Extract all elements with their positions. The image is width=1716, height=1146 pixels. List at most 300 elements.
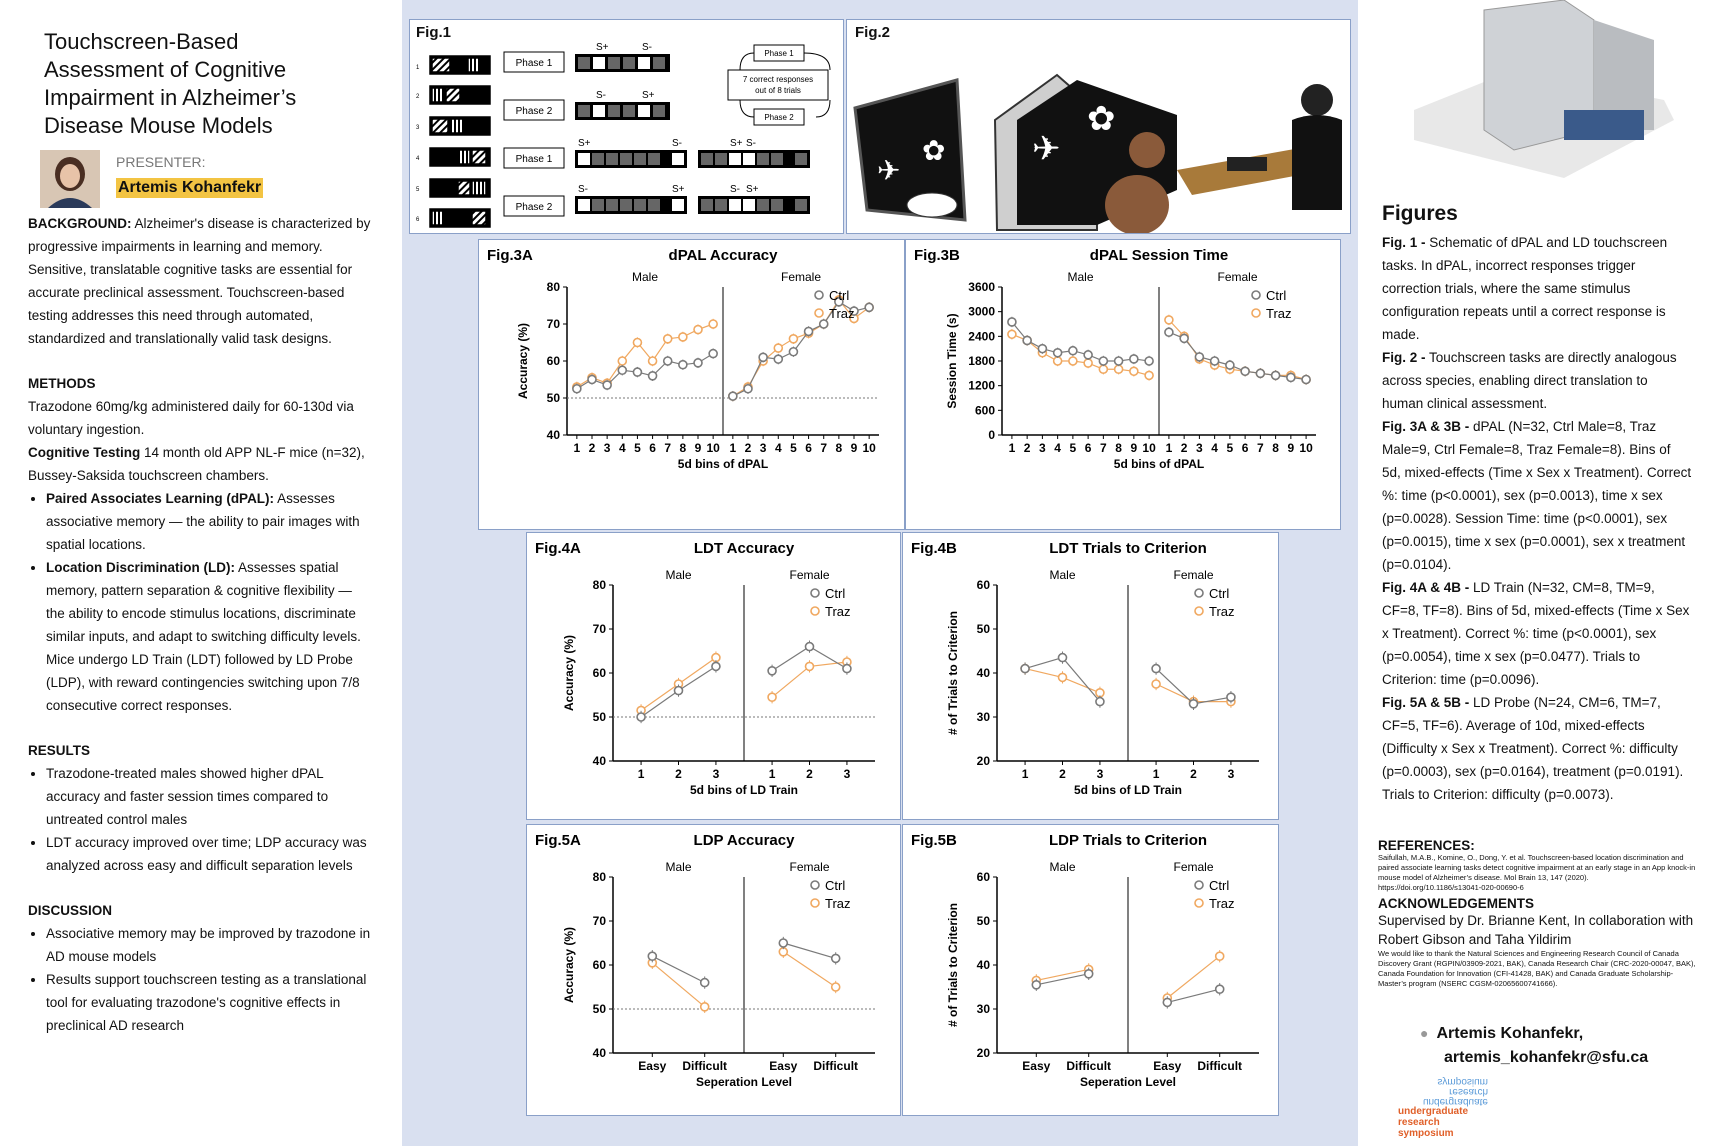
y-tick-label: 50 (592, 710, 606, 724)
phase-label: Phase 2 (515, 202, 553, 213)
series-line-traz-male (577, 324, 713, 387)
avatar (40, 150, 100, 208)
y-tick-label: 60 (592, 666, 606, 680)
x-tick-label: Difficult (1197, 1059, 1243, 1073)
y-tick-label: 3600 (968, 280, 995, 294)
phase-label: Phase 2 (515, 106, 553, 117)
x-tick-label: 1 (729, 441, 737, 455)
fig2-label: Fig.2 (855, 24, 891, 41)
x-tick-label: 2 (1180, 441, 1188, 455)
legend-label-traz: Traz (1209, 604, 1235, 619)
legend-marker-traz (811, 607, 819, 615)
data-point-traz (633, 339, 641, 347)
left-text (28, 212, 374, 1037)
y-tick-label: 50 (546, 391, 560, 405)
legend-marker-traz (811, 899, 819, 907)
y-axis-label: Session Time (s) (945, 313, 959, 409)
y-tick-label: 80 (592, 578, 606, 592)
contact-email[interactable]: artemis_kohanfekr@sfu.ca (1444, 1049, 1649, 1066)
data-point-traz (1059, 673, 1067, 681)
x-tick-label: 1 (637, 767, 645, 781)
x-tick-label: 5 (634, 441, 641, 455)
panel-label-female: Female (780, 270, 822, 284)
data-point-ctrl (1190, 700, 1198, 708)
x-tick-label: 2 (675, 767, 682, 781)
left-column (0, 0, 402, 1146)
legend-label-traz: Traz (825, 604, 851, 619)
legend-label-traz: Traz (829, 306, 855, 321)
urs-logo (1398, 1076, 1528, 1139)
y-tick-label: 40 (976, 666, 990, 680)
s-minus: S- (596, 90, 606, 101)
x-tick-label: Easy (1153, 1059, 1182, 1073)
caption-text: LD Train (N=32, CM=8, TM=9, CF=8, TF=8). Bins of 5d, mixed-effects (Time x Sex x Treatment). Correct %: time (p<0.0001), sex (p=0.0054), time x sex (p=0.0477). Trials to Criterion: time (p=0.0096). (1382, 580, 1690, 687)
fig4b-chart (903, 533, 1278, 819)
data-point-ctrl (1302, 376, 1310, 384)
x-tick-label: 1 (1152, 767, 1160, 781)
legend-marker-traz (1252, 309, 1260, 317)
loop-text: out of 8 trials (755, 86, 801, 95)
x-tick-label: 1 (573, 441, 581, 455)
data-point-traz (1165, 316, 1173, 324)
fig2-illustration (847, 20, 1350, 233)
fig2-panel (846, 19, 1351, 234)
data-point-traz (806, 662, 814, 670)
caption-head: Fig. 2 - (1382, 350, 1426, 365)
figure-label: Fig.3A (487, 247, 533, 264)
right-column (1358, 0, 1716, 1146)
x-tick-label: 8 (1272, 441, 1279, 455)
y-tick-label: 600 (974, 403, 995, 418)
caption-head: Fig. 1 - (1382, 235, 1426, 250)
x-tick-label: Difficult (813, 1059, 859, 1073)
data-point-ctrl (637, 713, 645, 721)
x-tick-label: 5 (1069, 441, 1077, 455)
fig1-panel (409, 19, 844, 234)
x-tick-label: 2 (588, 441, 596, 455)
legend-marker-ctrl (811, 881, 819, 889)
legend-label-ctrl: Ctrl (825, 878, 846, 893)
y-tick-label: 60 (976, 870, 990, 884)
legend-marker-traz (1195, 607, 1203, 615)
x-tick-label: 4 (774, 441, 782, 455)
x-tick-label: 10 (1299, 441, 1313, 455)
data-point-traz (679, 333, 687, 341)
y-axis-label: # of Trials to Criterion (946, 902, 960, 1028)
x-tick-label: Easy (1022, 1059, 1051, 1073)
data-point-traz (709, 320, 717, 328)
data-point-ctrl (759, 353, 767, 361)
fig3b-chart (906, 240, 1340, 529)
x-tick-label: 9 (850, 441, 858, 455)
loop-text: 7 correct responses (742, 75, 814, 84)
data-point-ctrl (1085, 970, 1093, 978)
s-minus: S- (730, 184, 740, 195)
x-tick-label: 9 (1130, 441, 1138, 455)
legend-label-traz: Traz (1266, 306, 1292, 321)
x-tick-label: 9 (694, 441, 702, 455)
figures-column (402, 0, 1358, 1146)
x-tick-label: Difficult (682, 1059, 728, 1073)
y-tick-label: 1800 (968, 354, 995, 368)
data-point-ctrl (694, 359, 702, 367)
y-tick-label: 80 (546, 280, 560, 294)
data-point-ctrl (649, 372, 657, 380)
data-point-ctrl (573, 385, 581, 393)
bullet-head: Paired Associates Learning (dPAL): (46, 491, 275, 506)
x-axis-label: 5d bins of dPAL (1113, 457, 1205, 471)
data-point-ctrl (679, 361, 687, 369)
svg-text:✿: ✿ (922, 135, 946, 166)
cognitive-testing-head: Cognitive Testing (28, 445, 141, 460)
contact-name: Artemis Kohanfekr, (1436, 1025, 1584, 1042)
data-point-ctrl (779, 939, 787, 947)
fig4a-chart (527, 533, 900, 819)
discussion-head: DISCUSSION (28, 903, 113, 918)
x-tick-label: 1 (1008, 441, 1016, 455)
logo-line: research (1398, 1117, 1440, 1128)
phase-label: Phase 1 (515, 58, 553, 69)
list-item: • Associative memory may be improved by trazodone in AD mouse models (46, 922, 374, 968)
chart-title: LDP Trials to Criterion (1048, 832, 1208, 849)
data-point-ctrl (603, 381, 611, 389)
data-point-traz (1008, 330, 1016, 338)
y-tick-label: 60 (592, 958, 606, 972)
references-block (1378, 838, 1700, 989)
data-point-ctrl (1021, 665, 1029, 673)
data-point-traz (618, 357, 626, 365)
data-point-traz (664, 335, 672, 343)
panel-label-female: Female (789, 568, 830, 582)
s-minus: S- (672, 138, 682, 149)
s-plus: S+ (578, 138, 591, 149)
x-tick-label: 8 (1115, 441, 1122, 455)
data-point-ctrl (701, 979, 709, 987)
x-axis-label: 5d bins of dPAL (677, 457, 769, 471)
data-point-ctrl (1226, 361, 1234, 369)
panel-label-male: Male (631, 270, 659, 284)
data-point-ctrl (1287, 373, 1295, 381)
data-point-traz (1054, 357, 1062, 365)
data-point-ctrl (1227, 693, 1235, 701)
x-tick-label: 10 (706, 441, 720, 455)
svg-text:✿: ✿ (1087, 100, 1116, 138)
data-point-ctrl (1008, 318, 1016, 326)
y-tick-label: 40 (546, 428, 560, 442)
data-point-ctrl (1032, 981, 1040, 989)
data-point-traz (649, 357, 657, 365)
y-tick-label: 80 (592, 870, 606, 884)
data-point-ctrl (1163, 998, 1171, 1006)
panel-label-male: Male (665, 860, 692, 874)
legend-marker-traz (815, 309, 823, 317)
x-tick-label: 10 (862, 441, 876, 455)
legend-marker-ctrl (1195, 589, 1203, 597)
x-tick-label: 2 (1190, 767, 1197, 781)
data-point-ctrl (832, 954, 840, 962)
fig1-schematic (410, 20, 843, 233)
data-point-ctrl (729, 392, 737, 400)
x-tick-label: 8 (679, 441, 687, 455)
y-tick-label: 3000 (968, 304, 995, 319)
presenter-name: Artemis Kohanfekr (118, 179, 262, 196)
x-tick-label: 7 (1257, 441, 1264, 455)
data-point-ctrl (1211, 357, 1219, 365)
y-tick-label: 60 (546, 354, 560, 368)
caption-head: Fig. 5A & 5B - (1382, 695, 1470, 710)
cognitive-testing-text: 14 month old APP NL-F mice (n=32), Bussey-Saksida touchscreen chambers. (28, 445, 365, 483)
row-num: 5 (416, 187, 420, 193)
figures-head: Figures (1382, 202, 1458, 225)
data-point-traz (1130, 367, 1138, 375)
references-url[interactable]: https://doi.org/10.1186/s13041-020-00690-6 (1378, 883, 1524, 892)
chart-title: LDT Trials to Criterion (1049, 540, 1207, 557)
series-line-ctrl-female (1169, 332, 1306, 379)
x-tick-label: 6 (649, 441, 656, 455)
s-plus: S+ (746, 184, 759, 195)
figure-label: Fig.5A (535, 832, 581, 849)
caption-head: Fig. 4A & 4B - (1382, 580, 1470, 595)
x-tick-label: 4 (1054, 441, 1061, 455)
data-point-ctrl (1084, 351, 1092, 359)
y-tick-label: 40 (592, 1046, 606, 1060)
y-tick-label: 70 (546, 317, 560, 331)
s-plus: S+ (642, 90, 655, 101)
data-point-ctrl (774, 355, 782, 363)
x-tick-label: 2 (806, 767, 813, 781)
x-axis-label: 5d bins of LD Train (689, 783, 799, 797)
x-tick-label: 3 (843, 767, 851, 781)
methods-text: Trazodone 60mg/kg administered daily for 60-130d via voluntary ingestion. (28, 399, 354, 437)
caption-head: Fig. 3A & 3B - (1382, 419, 1470, 434)
presenter-label: PRESENTER: (116, 154, 206, 170)
y-tick-label: 1200 (968, 378, 995, 393)
y-axis-label: Accuracy (%) (516, 322, 530, 400)
references-text: Saifullah, M.A.B., Komine, O., Dong, Y. et al. Touchscreen-based location discrimination and paired associate learning tasks detect cognitive impairment at an early stage in an App knock-in mouse model of Alzheimer’s disease. Mol Brain 13, 147 (2020). (1378, 853, 1696, 882)
series-line-traz-female (783, 952, 835, 987)
data-point-traz (701, 1003, 709, 1011)
chart-title: LDP Accuracy (693, 832, 795, 849)
data-point-traz (789, 335, 797, 343)
fig3a-chart (479, 240, 904, 529)
fig4b-panel (902, 532, 1279, 820)
x-tick-label: Easy (638, 1059, 667, 1073)
data-point-traz (1216, 952, 1224, 960)
row-num: 3 (416, 125, 420, 131)
y-tick-label: 40 (592, 754, 606, 768)
x-tick-label: 1 (1021, 767, 1029, 781)
legend-label-traz: Traz (825, 896, 851, 911)
y-tick-label: 70 (592, 914, 606, 928)
presenter-photo (40, 150, 100, 208)
x-tick-label: 10 (1142, 441, 1156, 455)
x-axis-label: 5d bins of LD Train (1073, 783, 1183, 797)
data-point-traz (774, 344, 782, 352)
x-tick-label: 9 (1287, 441, 1295, 455)
data-point-traz (832, 983, 840, 991)
x-tick-label: 7 (1100, 441, 1107, 455)
y-tick-label: 40 (976, 958, 990, 972)
legend-label-traz: Traz (1209, 896, 1235, 911)
data-point-ctrl (709, 350, 717, 358)
legend-label-ctrl: Ctrl (825, 586, 846, 601)
logo-mirror-text: undergraduate research symposium (1422, 1076, 1488, 1107)
x-tick-label: Difficult (1066, 1059, 1112, 1073)
caption-text: Touchscreen tasks are directly analogous across species, enabling direct translation to human clinical assessment. (1382, 350, 1677, 411)
row-num: 1 (416, 65, 420, 71)
fig5b-panel (902, 824, 1279, 1116)
acknowledgements-small: We would like to thank the Natural Sciences and Engineering Research Council of Canada Discovery Grant (RGPIN/03909-2021, BAK), Canada Research Chair (CRC-2020-00047, BAK), Canada Foundation for Innovation (CFI-41428, BAK) and Canada Graduate Scholarship-Master’s program (NSERC CGSM-02065600741666). (1378, 949, 1696, 988)
data-point-ctrl (1195, 353, 1203, 361)
data-point-ctrl (1145, 357, 1153, 365)
panel-label-male: Male (665, 568, 692, 582)
y-tick-label: 50 (592, 1002, 606, 1016)
row-num: 2 (416, 94, 420, 100)
legend-label-ctrl: Ctrl (1209, 878, 1230, 893)
series-line-ctrl-male (577, 354, 713, 389)
background-head: BACKGROUND: (28, 216, 132, 231)
chart-title: LDT Accuracy (693, 540, 795, 557)
y-tick-label: 0 (988, 428, 995, 442)
y-tick-label: 60 (976, 578, 990, 592)
x-tick-label: 3 (1096, 767, 1104, 781)
data-point-ctrl (1023, 336, 1031, 344)
chamber-image (1414, 0, 1674, 190)
loop-phase2: Phase 2 (764, 113, 794, 122)
figure-captions (1382, 231, 1692, 806)
x-tick-label: 6 (805, 441, 812, 455)
x-tick-label: 3 (603, 441, 611, 455)
data-point-ctrl (1038, 345, 1046, 353)
list-item: • Results support touchscreen testing as a translational tool for evaluating trazodone's cognitive effects in preclinical AD research (46, 968, 374, 1037)
person-icon: ● (1420, 1025, 1429, 1041)
data-point-ctrl (1152, 665, 1160, 673)
data-point-ctrl (648, 952, 656, 960)
data-point-ctrl (1216, 985, 1224, 993)
figure-label: Fig.4A (535, 540, 581, 557)
x-tick-label: 5 (790, 441, 797, 455)
phase-label: Phase 1 (515, 154, 553, 165)
data-point-ctrl (1115, 357, 1123, 365)
x-tick-label: 4 (618, 441, 626, 455)
data-point-ctrl (1272, 371, 1280, 379)
fig3b-panel (905, 239, 1341, 530)
panel-label-male: Male (1049, 860, 1076, 874)
chart-title: dPAL Session Time (1089, 247, 1229, 264)
panel-label-male: Male (1067, 270, 1094, 284)
caption-text: Schematic of dPAL and LD touchscreen tasks. In dPAL, incorrect responses trigger correction trials, where the same stimulus configuration repeats until a correct response is made. (1382, 235, 1668, 342)
data-point-traz (1152, 680, 1160, 688)
fig3a-panel (478, 239, 905, 530)
svg-text:✈: ✈ (877, 155, 901, 186)
series-line-ctrl-female (783, 943, 835, 958)
panel-label-female: Female (1217, 270, 1258, 284)
panel-label-female: Female (1173, 860, 1214, 874)
list-item (46, 487, 374, 556)
y-tick-label: 50 (976, 622, 990, 636)
bullet-head: Location Discrimination (LD): (46, 560, 235, 575)
panel-label-female: Female (789, 860, 830, 874)
methods-head: METHODS (28, 376, 96, 391)
y-tick-label: 20 (976, 1046, 990, 1060)
data-point-ctrl (1069, 347, 1077, 355)
logo-line: undergraduate (1398, 1106, 1469, 1117)
x-tick-label: 3 (712, 767, 720, 781)
data-point-ctrl (744, 385, 752, 393)
legend-marker-ctrl (1252, 291, 1260, 299)
x-tick-label: Easy (769, 1059, 798, 1073)
fig1-label: Fig.1 (416, 24, 452, 41)
data-point-ctrl (1099, 357, 1107, 365)
y-axis-label: Accuracy (%) (562, 926, 576, 1004)
x-tick-label: 3 (1039, 441, 1046, 455)
x-tick-label: 3 (1227, 767, 1235, 781)
data-point-ctrl (789, 348, 797, 356)
s-minus: S- (642, 42, 652, 53)
data-point-traz (1099, 365, 1107, 373)
caption-text: LD Probe (N=24, CM=6, TM=7, CF=5, TF=6). Average of 10d, mixed-effects (Difficulty x Sex x Treatment). Correct %: difficulty (p=0.0003), sex (p=0.0164), treatment (p=0.0191). Trials to Criterion: difficulty (p=0.0073). (1382, 695, 1684, 802)
x-tick-label: 2 (1023, 441, 1031, 455)
x-tick-label: 7 (664, 441, 672, 455)
references-head: REFERENCES: (1378, 838, 1475, 853)
legend-label-ctrl: Ctrl (829, 288, 850, 303)
figure-label: Fig.5B (911, 832, 957, 849)
fig5a-chart (527, 825, 900, 1115)
y-tick-label: 2400 (968, 329, 995, 344)
data-point-ctrl (768, 667, 776, 675)
x-tick-label: 1 (768, 767, 776, 781)
s-minus: S- (578, 184, 588, 195)
y-tick-label: 50 (976, 914, 990, 928)
data-point-ctrl (865, 303, 873, 311)
y-tick-label: 20 (976, 754, 990, 768)
data-point-ctrl (1054, 349, 1062, 357)
caption-text: dPAL (N=32, Ctrl Male=8, Traz Male=9, Ctrl Female=8, Traz Female=8). Bins of 5d, mixed-effects (Time x Sex x Treatment). Correct %: time (p<0.0001), sex (p=0.0013), time x sex (p=0.0028). Session Time: time (p<0.0001), sex (p=0.0015), time x sex (p=0.0001), sex x treatment (p=0.0104). (1382, 419, 1692, 572)
data-point-ctrl (712, 662, 720, 670)
fig4a-panel (526, 532, 901, 820)
x-tick-label: 8 (835, 441, 843, 455)
legend-label-ctrl: Ctrl (1266, 288, 1287, 303)
s-plus: S+ (672, 184, 685, 195)
figure-label: Fig.4B (911, 540, 957, 557)
data-point-ctrl (805, 327, 813, 335)
x-tick-label: 2 (744, 441, 752, 455)
legend-marker-ctrl (815, 291, 823, 299)
series-line-traz-female (1169, 320, 1306, 380)
figure-label: Fig.3B (914, 247, 960, 264)
list-item: • LDT accuracy improved over time; LDP accuracy was analyzed across easy and difficult separation levels (46, 831, 374, 877)
x-tick-label: 4 (1211, 441, 1218, 455)
x-tick-label: 1 (1165, 441, 1173, 455)
s-minus: S- (746, 138, 756, 149)
x-axis-label: Seperation Level (1079, 1075, 1177, 1089)
x-tick-label: 3 (1196, 441, 1203, 455)
x-tick-label: 6 (1241, 441, 1249, 455)
loop-phase1: Phase 1 (764, 49, 794, 58)
legend-marker-traz (1195, 899, 1203, 907)
y-tick-label: 70 (592, 622, 606, 636)
x-tick-label: 2 (1059, 767, 1066, 781)
data-point-traz (694, 326, 702, 334)
data-point-ctrl (1180, 334, 1188, 342)
data-point-ctrl (806, 643, 814, 651)
row-num: 6 (416, 217, 420, 223)
list-item: • Trazodone-treated males showed higher dPAL accuracy and faster session times compared to untreated control males (46, 762, 374, 831)
x-axis-label: Seperation Level (695, 1075, 793, 1089)
y-tick-label: 30 (976, 1002, 990, 1016)
panel-label-female: Female (1173, 568, 1214, 582)
data-point-traz (1115, 365, 1123, 373)
